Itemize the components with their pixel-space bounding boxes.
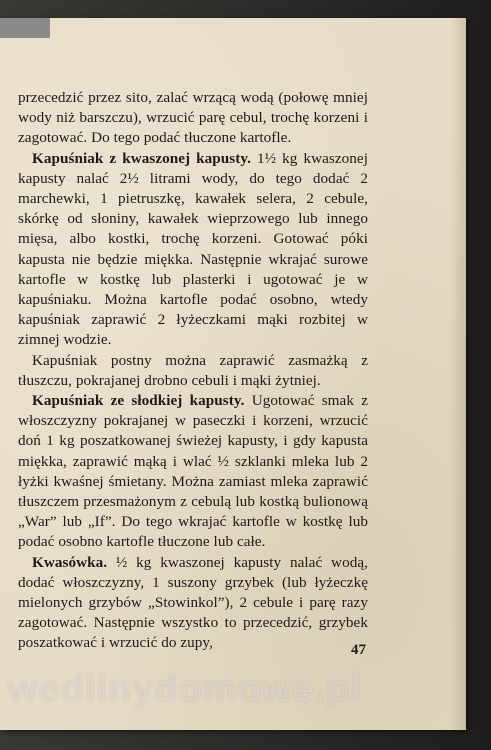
paragraph-body: ½ kg kwaszonej kapusty nalać wodą, dodać włoszczyzny, 1 suszony grzybek (lub łyżeczkę mielonych grzybów „Stowinkol”), 2 cebule i parę razy zagotować. Następnie wszystko to przecedzić, grzybek poszatkować i wrzucić do zupy, <box>18 553 368 652</box>
page-number: 47 <box>351 642 366 658</box>
recipe-title: Kwasówka. <box>32 553 108 571</box>
watermark: wedlinydomowe.pl <box>8 668 362 710</box>
paragraph-body: Kapuśniak postny można zaprawić zasmażką z tłuszczu, pokrajanej drobno cebuli i mąki żytniej. <box>18 351 368 389</box>
paragraph-body: Ugotować smak z włoszczyzny pokrajanej w paseczki i korzeni, wrzucić doń 1 kg poszatkowanej świeżej kapusty, i gdy kapusta miękka, zaprawić mąką i wlać ½ szklanki mleka lub 2 łyżki kwaśnej śmietany. Można zamiast mleka zaprawić tłuszczem przesmażonym z cebulą lub kostką bulionową „War” lub „If”. Do tego wkrajać kartofle w kostkę lub podać osobno kartofle tłuczone lub całe. <box>18 392 368 551</box>
page-text <box>18 88 368 654</box>
paragraph-recipe <box>18 391 368 553</box>
recipe-title: Kapuśniak ze słodkiej kapusty. <box>32 392 245 410</box>
paragraph-recipe <box>18 553 368 654</box>
recipe-title: Kapuśniak z kwaszonej kapusty. <box>32 149 252 167</box>
scanner-edge <box>0 18 50 38</box>
page-edge-shadow <box>450 18 466 730</box>
paragraph-body: przecedzić przez sito, zalać wrzącą wodą (połowę mniej wody niż barszczu), wrzucić parę cebul, trochę korzeni i zagotować. Do tego podać tłuczone kartofle. <box>18 89 368 147</box>
paragraph-note <box>18 351 368 391</box>
paragraph-body: 1½ kg kwaszonej kapusty nalać 2½ litrami wody, do tego dodać 2 marchewki, 1 pietruszkę, kawałek selera, 2 cebule, skórkę od słoniny, kawałek wieprzowego lub innego mięsa, albo kostki, trochę korzeni. Gotować póki kapusta nie będzie miękka. Następnie wkrajać surowe kartofle w kostkę lub plasterki i ugotować je w kapuśniaku. Można kartofle podać osobno, wtedy kapuśniak zaprawić 2 łyżeczkami mąki rozbitej w zimnej wodzie. <box>18 149 368 349</box>
paragraph-recipe <box>18 149 368 351</box>
paragraph-intro <box>18 88 368 149</box>
